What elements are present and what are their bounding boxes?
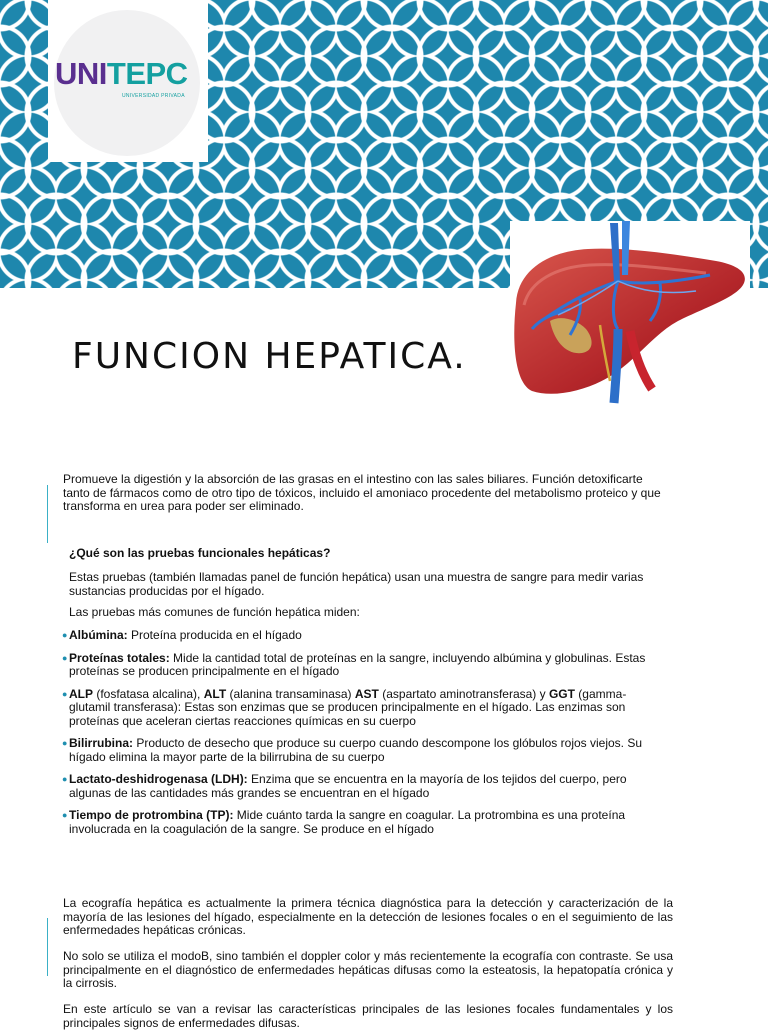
intro-paragraph: Promueve la digestión y la absorción de las grasas en el intestino con las sales biliares. Función detoxificarte tanto de fármacos como de otro tipo de tóxicos, incluido el amoniaco procedente del metabolismo proteico y que transforma en urea para poder ser eliminado. (63, 472, 661, 513)
logo-uni-text: UNI (55, 56, 107, 91)
bullet-icon: ● (62, 738, 68, 748)
ultrasound-paragraph-2: No solo se utiliza el modoB, sino también el doppler color y más recientemente la ecografía con contraste. Se usa principalmente en el diagnóstico de enfermedades hepáticas difusas como la esteatosis, la hepatopatía crónica y la cirrosis. (63, 949, 673, 990)
list-item: ● ALP (fosfatasa alcalina), ALT (alanina transaminasa) AST (aspartato aminotransferasa) y GGT (gamma-glutamil transferasa): Estas son enzimas que se producen principalmente en el hígado. Las enzimas son proteínas que aceleran ciertas reacciones químicas en su cuerpo (62, 686, 627, 728)
logo-wordmark (55, 58, 188, 89)
liver-illustration-icon (510, 221, 750, 409)
bullet-icon: ● (62, 810, 68, 820)
ultrasound-paragraph-1: La ecografía hepática es actualmente la primera técnica diagnóstica para la detección y caracterización de la mayoría de las lesiones del hígado, especialmente en la detección de lesiones focales o en el seguimiento de las enfermedades hepáticas crónicas. (63, 896, 673, 937)
list-item: ● Tiempo de protrombina (TP): Mide cuánto tarda la sangre en coagular. La protrombina es una proteína involucrada en la coagulación de la sangre. Se produce en el hígado (62, 808, 626, 836)
tests-list (62, 629, 652, 845)
liver-image (510, 221, 750, 409)
list-item: ● Lactato-deshidrogenasa (LDH): Enzima que se encuentra en la mayoría de los tejidos del cuerpo, pero algunas de las cantidades más grandes se encuentran en el hígado (62, 772, 627, 800)
accent-divider (47, 485, 48, 543)
accent-divider (47, 918, 48, 976)
bullet-icon: ● (62, 630, 68, 640)
bullet-icon: ● (62, 652, 68, 663)
question-answer: Estas pruebas (también llamadas panel de función hepática) usan una muestra de sangre para medir varias sustancias producidas por el hígado. (69, 570, 644, 598)
bullet-icon: ● (62, 688, 68, 699)
list-item: ● Bilirrubina: Producto de desecho que produce su cuerpo cuando descompone los glóbulos rojos viejos. Su hígado elimina la mayor parte de la bilirrubina de su cuerpo (62, 736, 643, 764)
list-item: ● Albúmina: Proteína producida en el hígado (62, 628, 302, 642)
list-item: ● Proteínas totales: Mide la cantidad total de proteínas en la sangre, incluyendo albúmina y globulinas. Estas proteínas se producen principalmente en el hígado (62, 650, 646, 678)
unitepc-logo (48, 0, 208, 162)
logo-tepc-text: TEPC (106, 56, 188, 91)
logo-subtitle: UNIVERSIDAD PRIVADA (122, 93, 185, 99)
ultrasound-paragraph-3: En este artículo se van a revisar las características principales de las lesiones focales fundamentales y los principales signos de enfermedades difusas. (63, 1002, 673, 1030)
section-question: ¿Qué son las pruebas funcionales hepáticas? (69, 546, 331, 560)
page-title: FUNCION HEPATICA. (72, 336, 467, 377)
tests-lead: Las pruebas más comunes de función hepática miden: (69, 605, 360, 619)
bullet-icon: ● (62, 774, 68, 784)
